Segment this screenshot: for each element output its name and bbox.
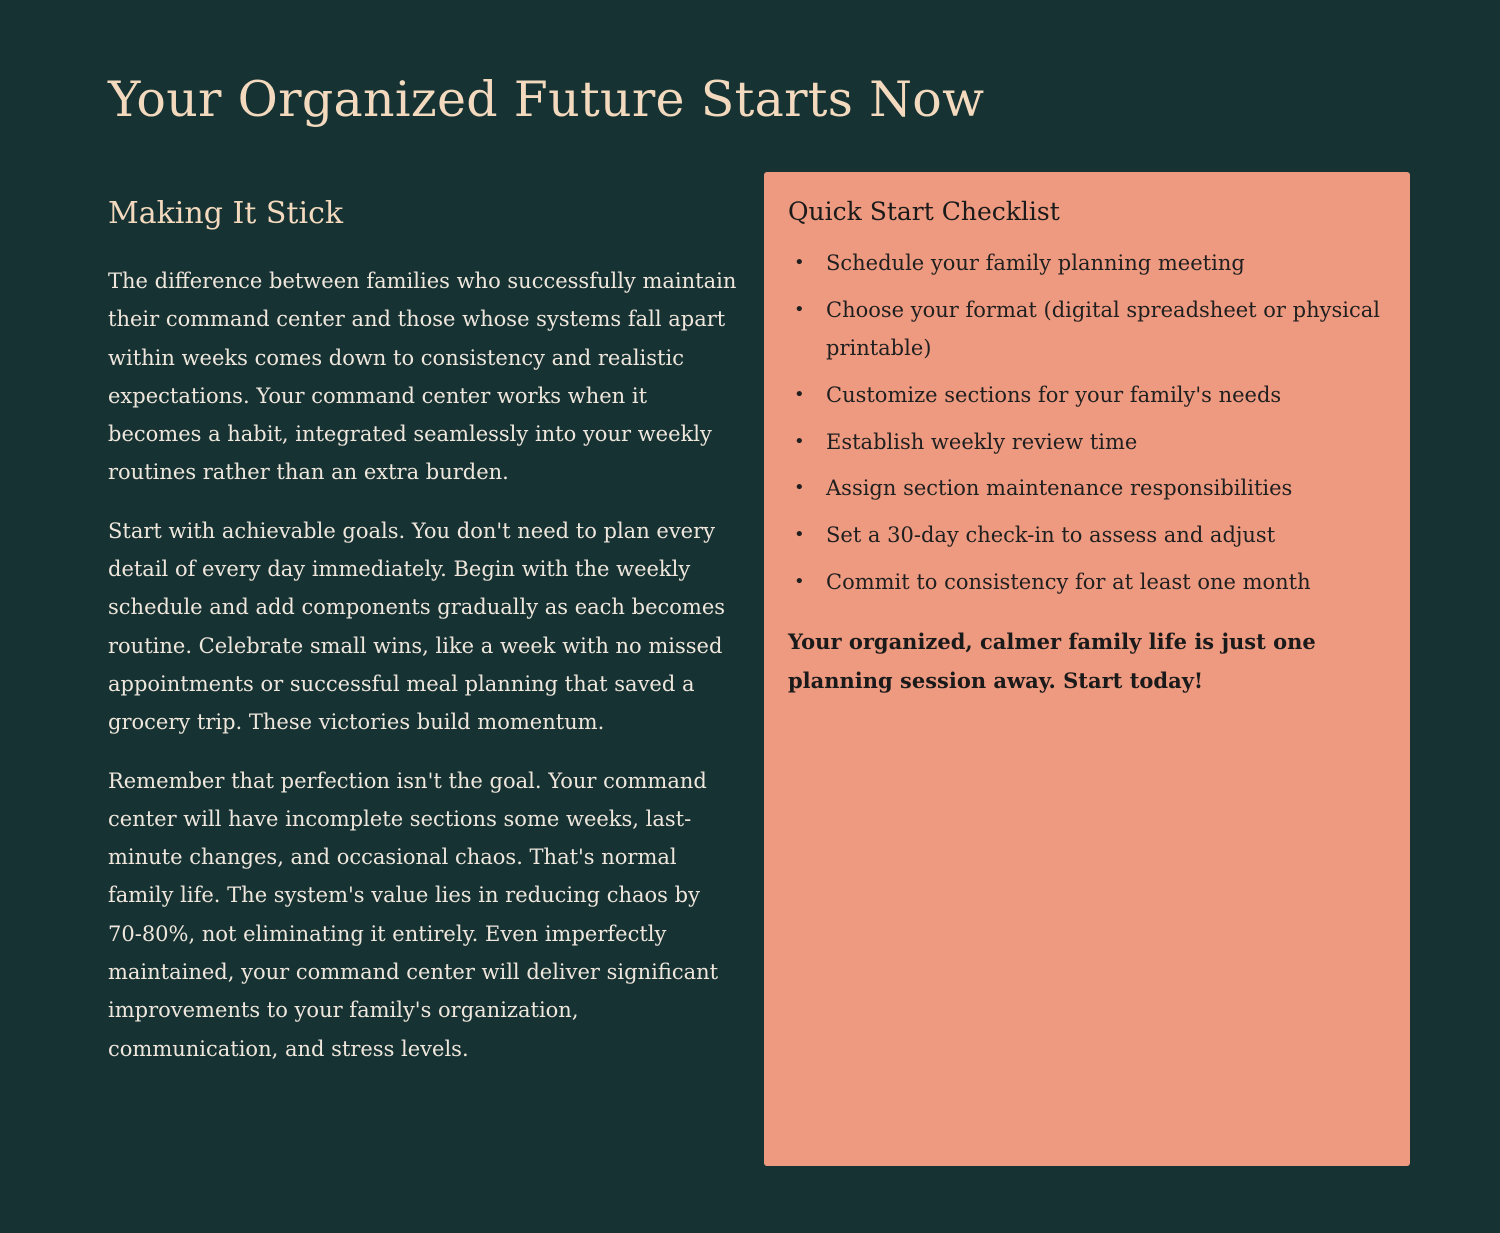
checklist-item-label: Assign section maintenance responsibilities <box>826 476 1293 501</box>
checklist-item-label: Schedule your family planning meeting <box>826 251 1245 275</box>
checklist-item <box>788 516 1386 554</box>
section-heading: Making It Stick <box>108 196 344 231</box>
checklist <box>788 244 1386 601</box>
checklist-item <box>788 376 1386 414</box>
checklist-item-label: Set a 30-day check-in to assess and adjust <box>826 523 1276 548</box>
body-paragraph: The difference between families who successfully maintain their command center and those whose systems fall apart within weeks comes down to consistency and realistic expectations. Your command center works when it becomes a habit, integrated seamlessly into your weekly routines rather than an extra burden. <box>108 269 737 485</box>
bullet-icon: • <box>794 571 805 593</box>
bullet-icon: • <box>794 383 805 405</box>
main-content <box>108 190 738 1088</box>
checklist-item <box>788 244 1386 282</box>
body-paragraph: Remember that perfection isn't the goal. Your command center will have incomplete sections some weeks, last-minute changes, and occasional chaos. That's normal family life. The system's value lies in reducing chaos by 70-80%, not eliminating it entirely. Even imperfectly maintained, your command center will deliver significant improvements to your family's organization, communication, and stress levels. <box>108 768 719 1061</box>
checklist-title: Quick Start Checklist <box>788 197 1060 226</box>
checklist-item-label: Establish weekly review time <box>826 429 1138 454</box>
checklist-item-label: Customize sections for your family's needs <box>826 382 1282 407</box>
bullet-icon: • <box>794 524 805 546</box>
checklist-item <box>788 291 1386 368</box>
checklist-item-label: Commit to consistency for at least one month <box>826 570 1311 595</box>
bullet-icon: • <box>794 252 805 273</box>
quick-start-checklist-panel <box>764 172 1410 1166</box>
bullet-icon: • <box>794 430 805 452</box>
body-paragraph: Start with achievable goals. You don't need to plan every detail of every day immediately. Begin with the weekly schedule and add components gradually as each becomes routine. Celebrate small wins, like a week with no missed appointments or successful meal planning that saved a grocery trip. These victories build momentum. <box>108 518 726 735</box>
checklist-item-label: Choose your format (digital spreadsheet or physical printable) <box>826 297 1380 361</box>
checklist-item <box>788 469 1386 507</box>
bullet-icon: • <box>794 298 805 320</box>
page-title: Your Organized Future Starts Now <box>108 71 985 128</box>
checklist-item <box>788 423 1386 461</box>
bullet-icon: • <box>794 477 805 499</box>
closing-note: Your organized, calmer family life is just one planning session away. Start today! <box>788 629 1316 693</box>
checklist-item <box>788 563 1386 601</box>
